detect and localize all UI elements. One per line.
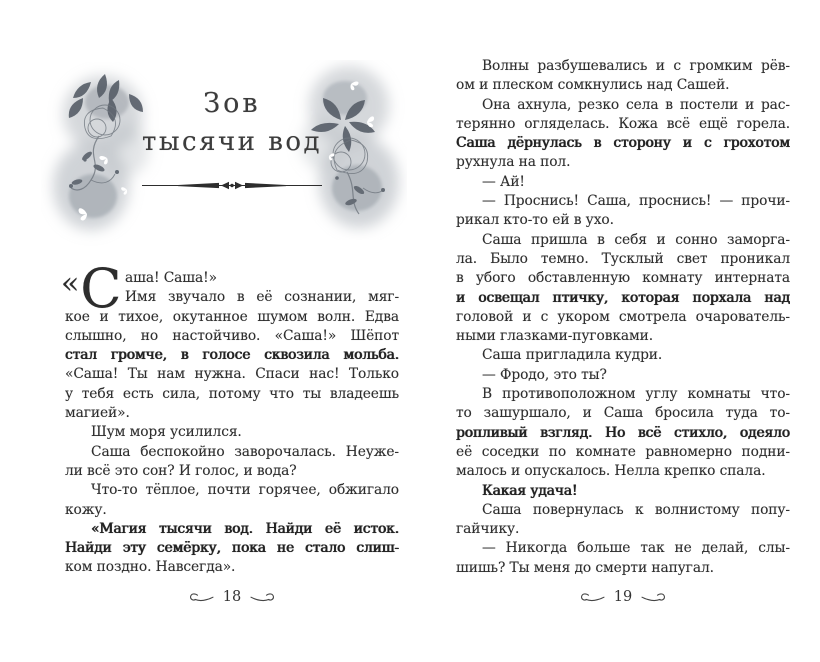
paragraph <box>456 501 790 540</box>
text-line: кое и тихое, окутанное шумом волн. Едва <box>65 308 399 325</box>
text-line: Саша повернулась к волнистому попу- <box>482 501 790 518</box>
paragraph <box>456 539 790 578</box>
text-line: Шум моря усилился. <box>91 424 242 441</box>
text-line: терянно огляделась. Кожа всё ещё горела. <box>456 115 790 132</box>
text-line: — Ай! <box>482 173 525 190</box>
text-line: то зашуршало, и Саша бросила туда то- <box>456 405 790 422</box>
text-line: Найди эту семёрку, пока не стало слиш- <box>65 540 399 557</box>
chapter-divider-ornament <box>142 180 322 191</box>
footer-flourish-right-icon <box>250 592 276 603</box>
text-line: стал громче, в голосе сквозила мольба. <box>65 347 399 364</box>
page-footer-right <box>456 589 790 607</box>
page-left <box>61 0 399 662</box>
text-line: рикал кто-то ей в ухо. <box>456 212 614 229</box>
text-line: Саша дёрнулась в сторону и с грохотом <box>456 135 790 152</box>
drop-cap <box>61 257 122 320</box>
text-line: ропливый взгляд. Но всё стихло, одеяло <box>456 424 790 441</box>
text-line: — Никогда больше так не делай, слы- <box>482 540 790 557</box>
paragraph <box>456 57 790 96</box>
text-line: слышно, но настойчиво. «Саша!» Шёпот <box>65 327 399 344</box>
text-line: Волны разбушевались и с громким рёв- <box>482 58 790 74</box>
text-line: Какая удача! <box>482 482 578 499</box>
page-footer-left <box>65 589 399 607</box>
chapter-title-line2: тысячи вод <box>141 127 323 157</box>
page-right <box>456 0 790 662</box>
chapter-title-line1: Зов <box>203 88 261 119</box>
paragraph <box>456 366 790 385</box>
text-line: Саша беспокойно заворочалась. Неуже- <box>91 443 399 460</box>
paragraph <box>456 173 790 192</box>
chapter-title <box>55 88 409 157</box>
page-number: 18 <box>222 589 242 605</box>
text-line: её соседки по комнате равномерно подни- <box>456 443 790 460</box>
text-line: — Фродо, это ты? <box>482 366 607 383</box>
text-line: Саша пришла в себя и сонно заморга- <box>482 231 790 248</box>
text-line: ли всё это сон? И голос, и вода? <box>65 462 297 479</box>
paragraph <box>456 192 790 231</box>
page-body-right <box>456 57 790 578</box>
footer-flourish-left-icon <box>579 592 605 603</box>
footer-flourish-right-icon <box>641 592 667 603</box>
text-line: в убого обставленную комнату интерната <box>456 270 790 287</box>
text-line: В противоположном углу комнаты что- <box>482 386 790 403</box>
text-line: и освещал птичку, которая порхала над <box>456 289 790 306</box>
text-line: малось и опускалось. Нелла крепко спала. <box>456 463 766 480</box>
text-line: Она ахнула, резко села в постели и рас- <box>482 96 790 113</box>
text-line: у тебя есть сила, потому что ты владеешь <box>65 385 399 402</box>
paragraph <box>456 385 790 481</box>
text-line: кожу. <box>65 501 107 518</box>
text-line: ными глазками-пуговками. <box>456 328 654 345</box>
footer-flourish-left-icon <box>188 592 214 603</box>
paragraph <box>61 257 399 423</box>
text-line: аша! Саша!» <box>125 270 217 286</box>
paragraph <box>456 346 790 365</box>
paragraph <box>456 482 790 501</box>
text-line: ла. Было темно. Тусклый свет проникал <box>456 250 790 267</box>
text-line: рухнула на пол. <box>456 154 571 171</box>
text-line: ком поздно. Навсегда». <box>65 559 236 576</box>
paragraph <box>65 520 399 578</box>
drop-cap-letter: С <box>80 257 122 320</box>
text-line: «Саша! Ты нам нужна. Спаси нас! Только <box>65 366 399 383</box>
page-number: 19 <box>613 589 633 605</box>
paragraph <box>65 423 399 442</box>
text-line: Имя звучало в её сознании, мяг- <box>125 289 399 306</box>
page-body-left <box>61 257 399 578</box>
paragraph <box>456 231 790 347</box>
drop-cap-quote: « <box>61 266 80 301</box>
text-line: — Проснись! Саша, проснись! — прочи- <box>482 193 790 210</box>
text-line: ом и плеском сомкнулись над Сашей. <box>456 77 730 94</box>
paragraph <box>456 96 790 173</box>
text-line: «Магия тысячи вод. Найди её исток. <box>91 520 399 537</box>
text-line: головой и с укором смотрела очарователь- <box>456 308 790 325</box>
text-line: шишь? Ты меня до смерти напугал. <box>456 559 714 576</box>
text-line: магией». <box>65 405 130 422</box>
paragraph <box>65 481 399 520</box>
text-line: Саша пригладила кудри. <box>482 347 663 364</box>
text-line: гайчику. <box>456 521 520 538</box>
text-line: Что-то тёплое, почти горячее, обжигало <box>91 482 399 499</box>
paragraph <box>65 443 399 482</box>
